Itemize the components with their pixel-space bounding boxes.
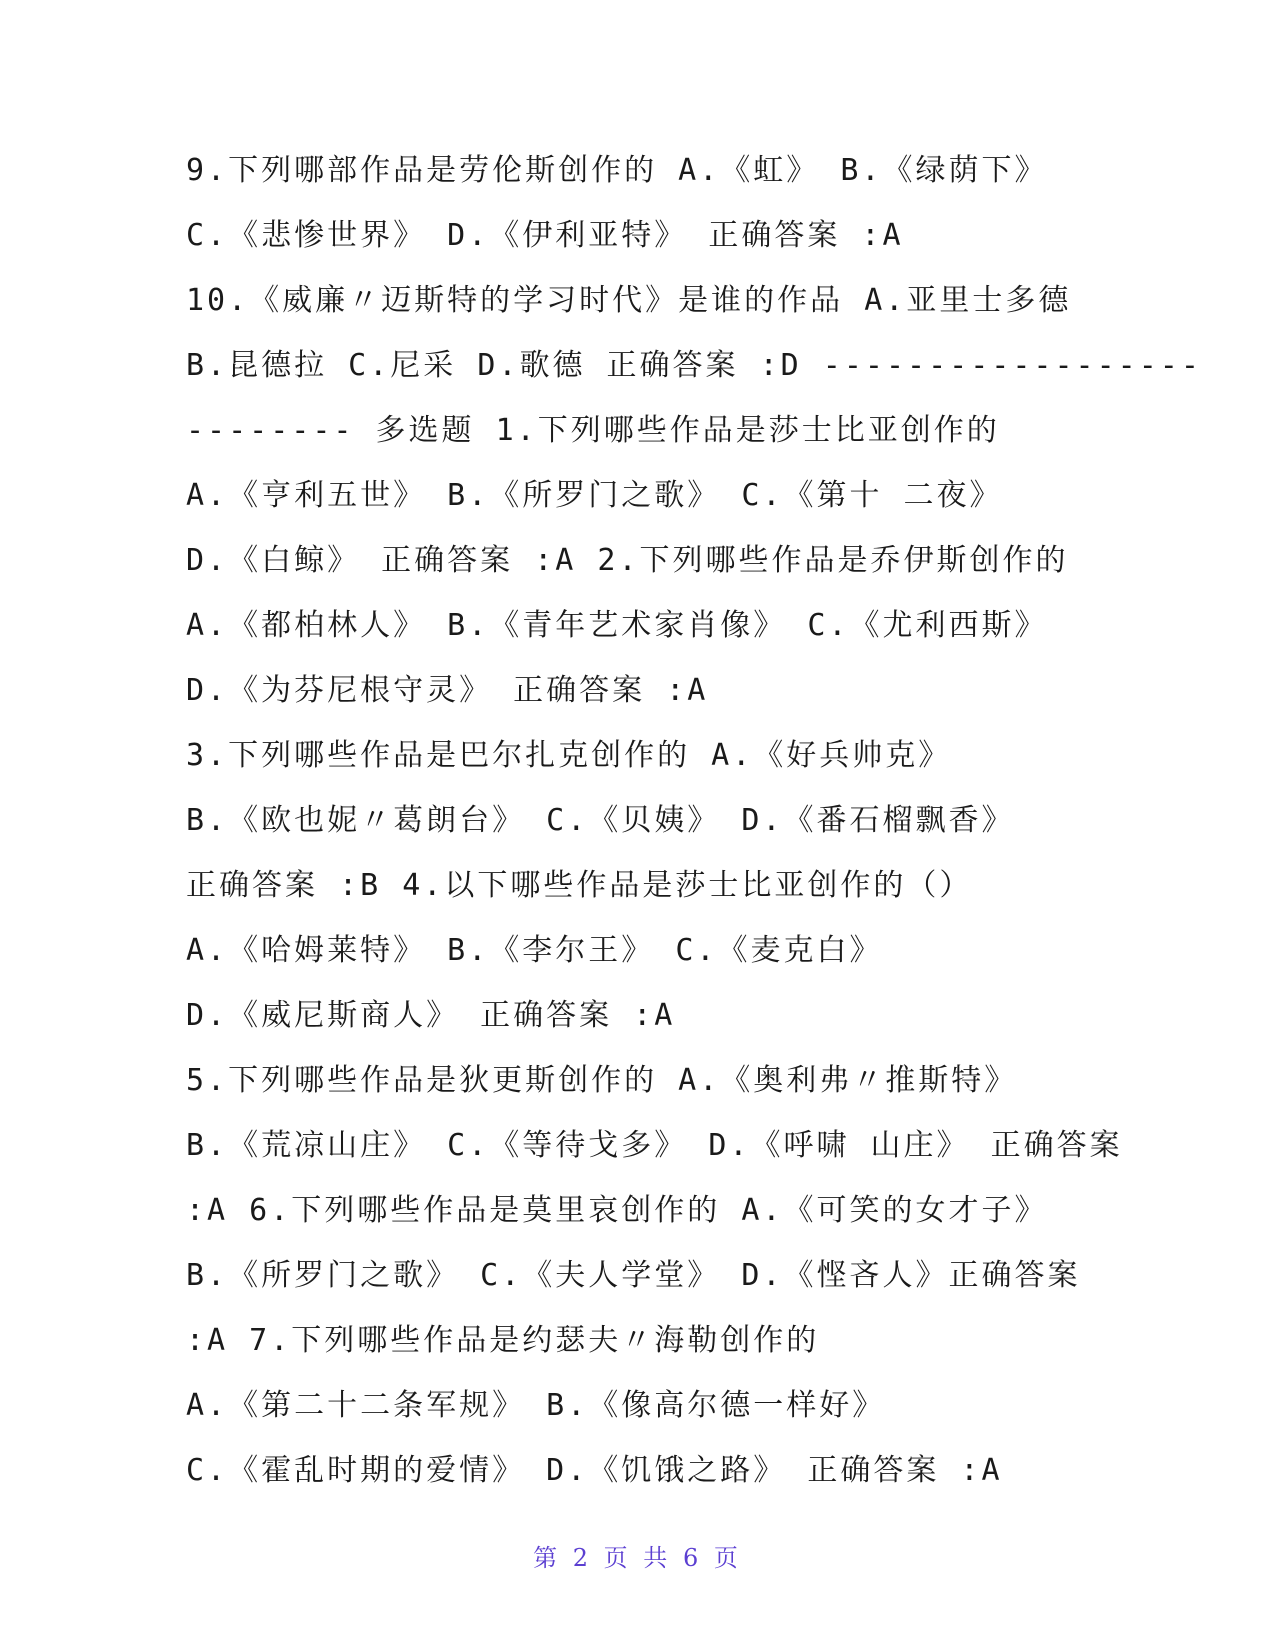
text-line: B.昆德拉 C.尼采 D.歌德 正确答案 :D ------------------ [186, 348, 1202, 383]
text-line: 5.下列哪些作品是狄更斯创作的 A.《奥利弗〃推斯特》 [186, 1063, 1018, 1098]
text-line: :A 6.下列哪些作品是莫里哀创作的 A.《可笑的女才子》 [186, 1193, 1048, 1228]
text-line: -------- 多选题 1.下列哪些作品是莎士比亚创作的 [186, 413, 1000, 448]
text-line: 3.下列哪些作品是巴尔扎克创作的 A.《好兵帅克》 [186, 738, 952, 773]
text-line: A.《哈姆莱特》 B.《李尔王》 C.《麦克白》 [186, 933, 883, 968]
text-line: :A 7.下列哪些作品是约瑟夫〃海勒创作的 [186, 1323, 820, 1358]
document-body [186, 143, 1202, 1508]
text-line: D.《威尼斯商人》 正确答案 :A [186, 998, 676, 1033]
text-line: 9.下列哪部作品是劳伦斯创作的 A.《虹》 B.《绿荫下》 [186, 153, 1048, 188]
text-line: 10.《威廉〃迈斯特的学习时代》是谁的作品 A.亚里士多德 [186, 283, 1072, 318]
text-line: B.《所罗门之歌》 C.《夫人学堂》 D.《悭吝人》正确答案 [186, 1258, 1081, 1293]
text-line: 正确答案 :B 4.以下哪些作品是莎士比亚创作的（） [186, 868, 973, 903]
text-line: D.《白鲸》 正确答案 :A 2.下列哪些作品是乔伊斯创作的 [186, 543, 1069, 578]
text-line: C.《悲惨世界》 D.《伊利亚特》 正确答案 :A [186, 218, 904, 253]
text-line: A.《第二十二条军规》 B.《像高尔德一样好》 [186, 1388, 886, 1423]
text-line: A.《亨利五世》 B.《所罗门之歌》 C.《第十 二夜》 [186, 478, 1003, 513]
text-line: C.《霍乱时期的爱情》 D.《饥饿之路》 正确答案 :A [186, 1453, 1003, 1488]
text-line: B.《荒凉山庄》 C.《等待戈多》 D.《呼啸 山庄》 正确答案 [186, 1128, 1123, 1163]
text-line: B.《欧也妮〃葛朗台》 C.《贝姨》 D.《番石榴飘香》 [186, 803, 1015, 838]
text-line: A.《都柏林人》 B.《青年艺术家肖像》 C.《尤利西斯》 [186, 608, 1048, 643]
page-number-footer: 第 2 页 共 6 页 [533, 1544, 742, 1572]
text-line: D.《为芬尼根守灵》 正确答案 :A [186, 673, 709, 708]
